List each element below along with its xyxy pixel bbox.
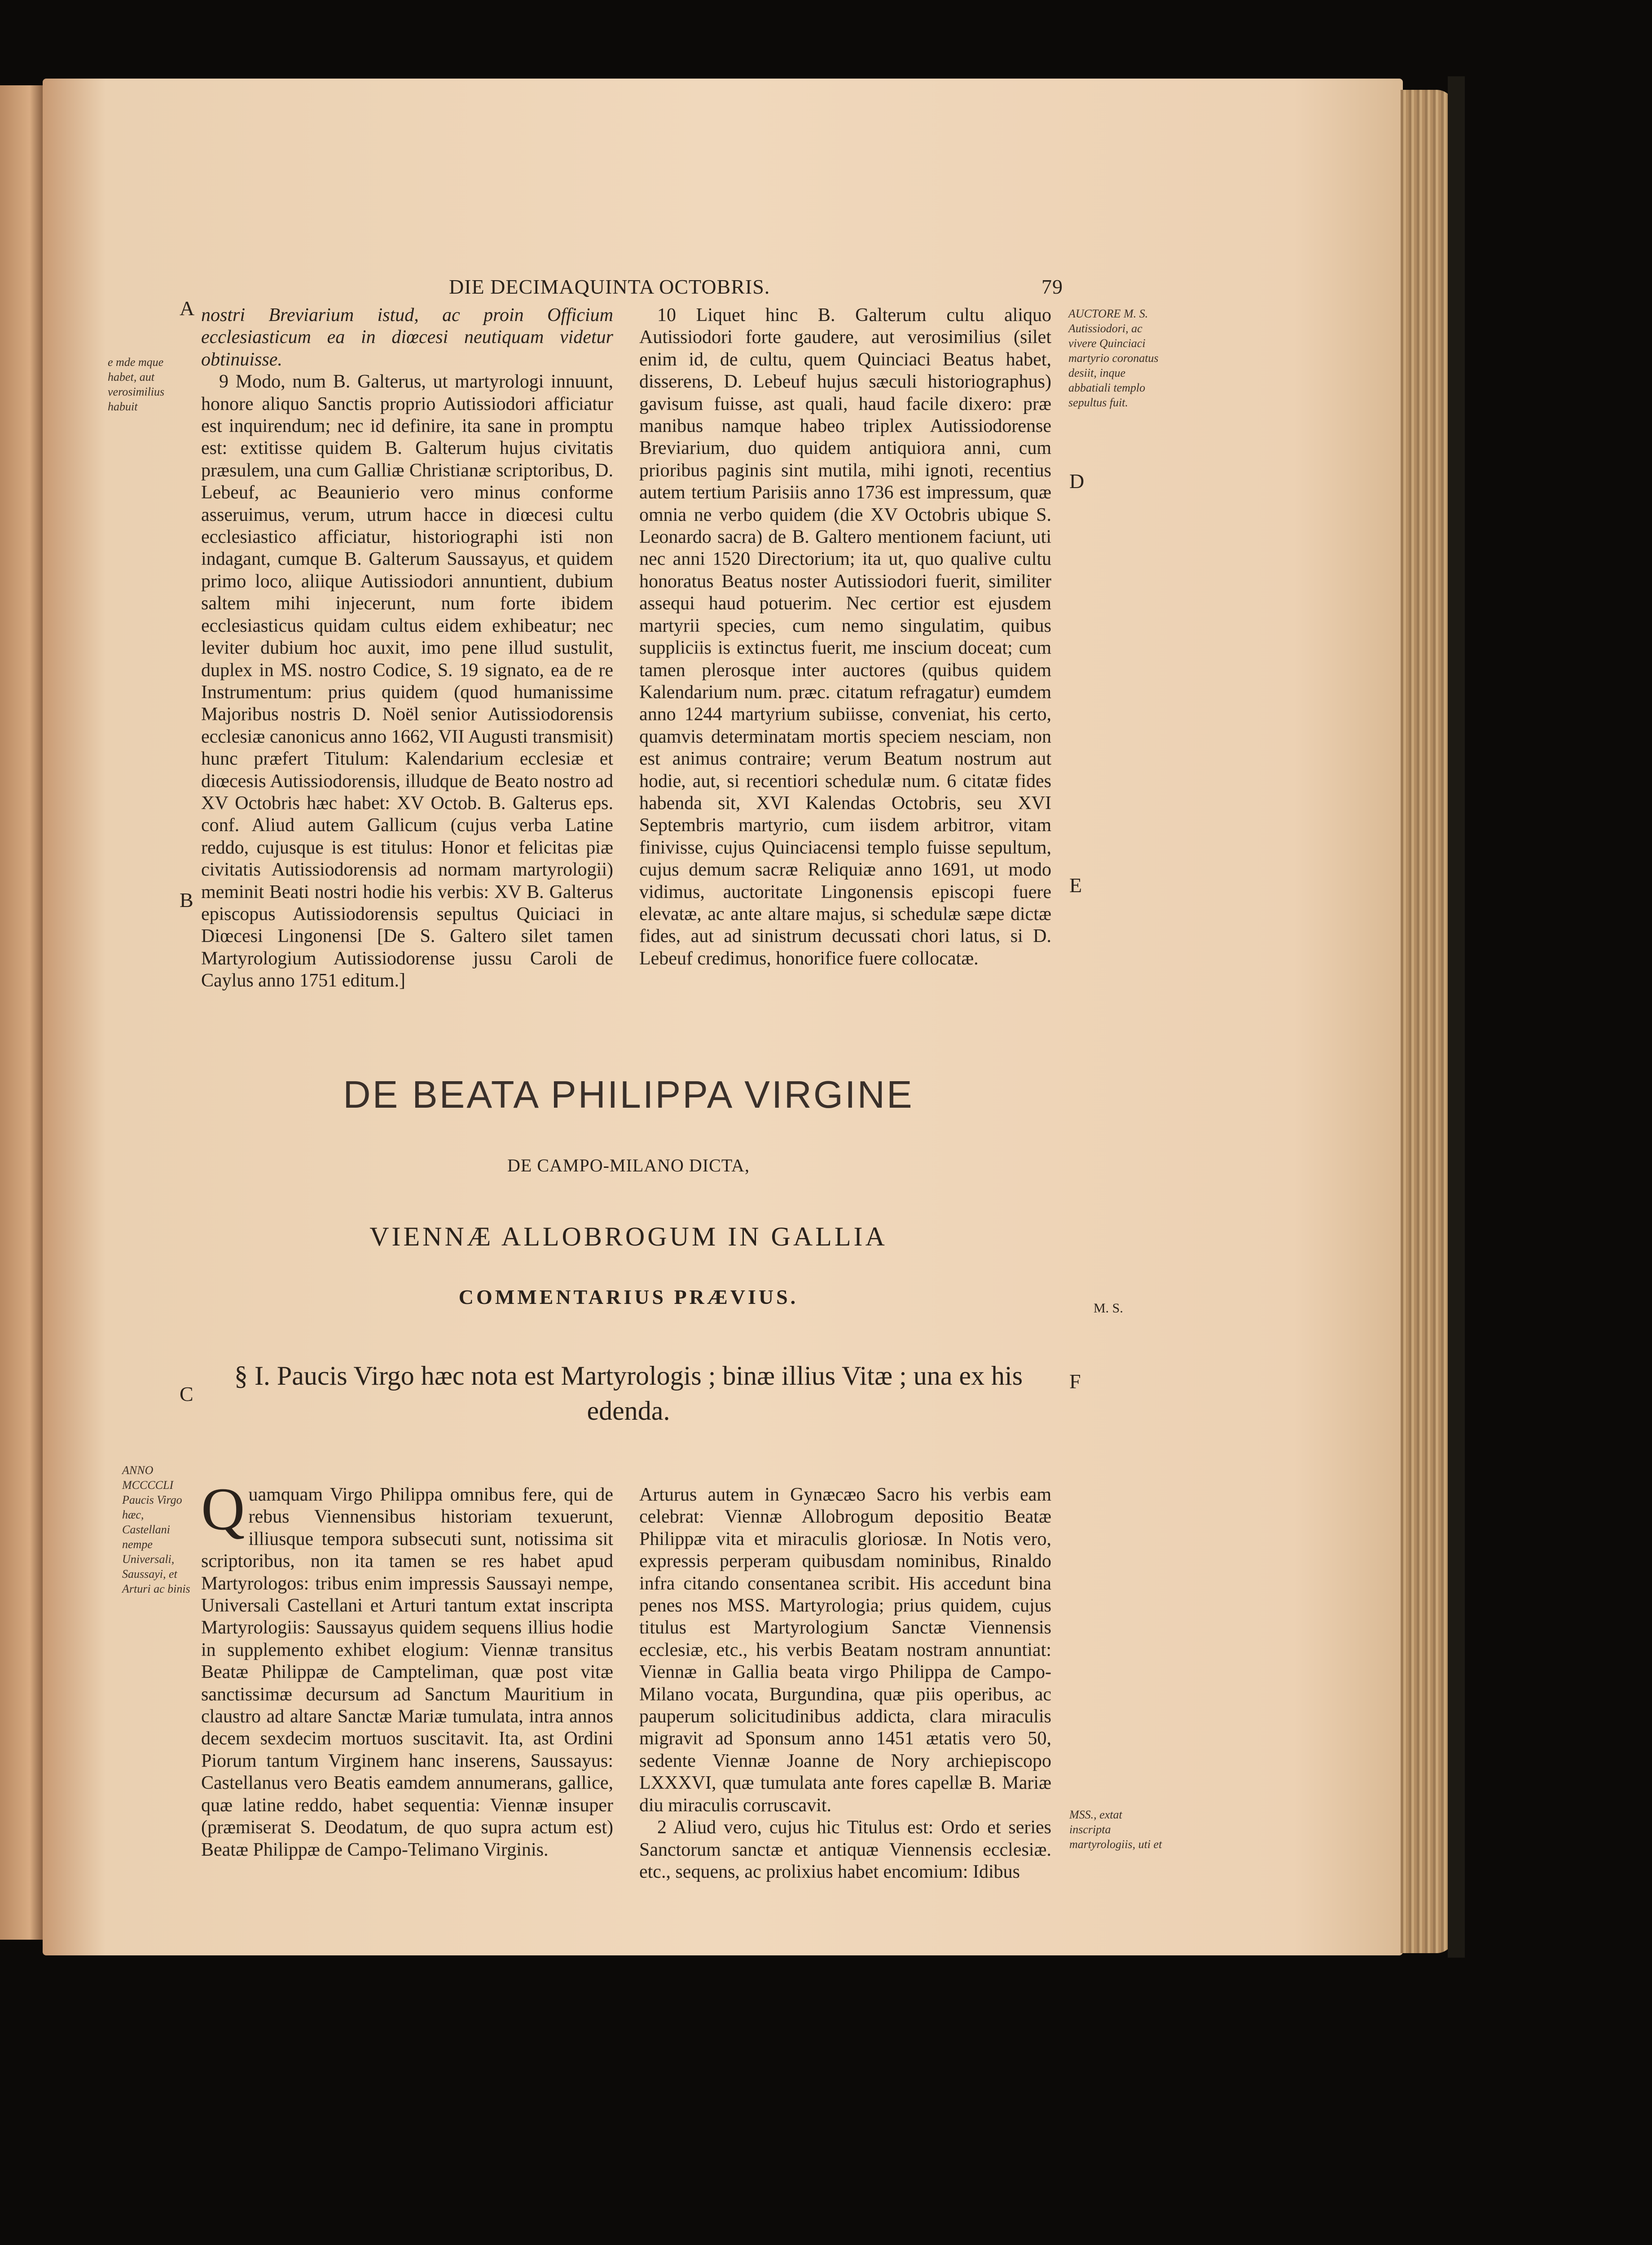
margin-note-right-top: AUCTORE M. S. Autissiodori, ac vivere Quinciaci martyrio coronatus desiit, inque abbatiali templo sepultus fuit.	[1068, 307, 1159, 409]
margin-letter-e: E	[1069, 874, 1082, 897]
page-stack-edge	[1401, 90, 1454, 1953]
section-title: § I. Paucis Virgo hæc nota est Martyrologis ; binæ illius Vitæ ; una ex his edenda.	[234, 1361, 1023, 1426]
col2-para-1: 10 Liquet hinc B. Galterum cultu aliquo Autissiodori forte gaudere, aut verosimilius (silet enim id, de cultu, quem Quinciaci Beatus habet, disserens, D. Lebeuf hujus sæculi historiographus) gavisum fuisse, ast quali, haud facile dixero: præ manibus namque habeo triplex Autissiodorense Breviarium, duo quidem antiquiora anni, cum prioribus paginis sint mutila, mihi ignoti, recentius autem tertium Parisiis anno 1736 est impressum, quæ omnia ne verbo quidem (die XV Octobris ubique S. Leonardo sacra) de B. Galtero mentionem faciunt, uti nec anni 1520 Directorium; ita ut, quo qualive cultu honoratus Beatus noster Autissiodori fuerit, similiter assequi haud potuerim. Nec certior est ejusdem martyrii species, cum nemo singulatim, quibus suppliciis is extinctus fuerit, me inscium doceat; cum tamen plerosque inter auctores (quibus quidem Kalendarium num. præc. citatum refragatur) eumdem anno 1244 martyrium subiisse, conveniat, his certo, quamvis determinatam mortis speciem nesciam, non est animus contraire; verum Beatum nostrum aut hodie, aut, si recentiori schedulæ num. 6 citatæ fides habenda sit, XVI Kalendas Octobris, seu XVI Septembris martyrio, cum iisdem arbitror, vitam finivisse, cujus Quinciacensi templo fuisse sepultum, cujus demum sacræ Reliquiæ anno 1691, ut modo vidimus, auctoritate Lingonensis episcopi fuere elevatæ, ac ante altare majus, si schedulæ sæpe dictæ fides, aut ad sinistrum decussati chori latus, si D. Lebeuf credimus, honorifice fuere collocatæ.	[639, 305, 1051, 969]
margin-letter-c: C	[180, 1382, 193, 1405]
facing-page-edge	[0, 85, 43, 1940]
col3-para-1: uamquam Virgo Philippa omnibus fere, qui de rebus Viennensibus historiam texuerunt, illiusque tempora subsecuti sunt, notissima sit scriptoribus, non ita tamen se res habet apud Martyrologos: tribus enim impressis Saussayi nempe, Universali Castellani et Arturi tantum extat inscripta Martyrologiis: Saussayus quidem sequens illius hodie in supplemento exhibet elogium: Viennæ transitus Beatæ Philippæ de Campteliman, quæ post vitæ sanctissimæ decursum ad Sanctum Mauritium in claustro ad altare Sanctæ Mariæ tumulata, intra annos decem sexdecim mortuos suscitavit. Ita, ast Ordini Piorum tantum Virginem hanc inserens, Saussayus: Castellanus vero Beatis eamdem annumerans, gallice, quæ latine reddo, habet sequentia: Viennæ insuper (præmiserat S. Deodatum, de quo supra actum est) Beatæ Philippæ de Campo-Telimano Virginis.	[201, 1484, 613, 1860]
margin-letter-d: D	[1069, 470, 1085, 493]
running-title: DIE DECIMAQUINTA OCTOBRIS.	[449, 275, 770, 298]
article-subtitle-2: VIENNÆ ALLOBROGUM IN GALLIA	[369, 1222, 888, 1251]
margin-letter-f: F	[1069, 1370, 1081, 1393]
article-subtitle-1: DE CAMPO-MILANO DICTA,	[507, 1155, 750, 1175]
margin-note-right-bottom: MSS., extat inscripta martyrologiis, uti et	[1069, 1808, 1162, 1851]
col4-para-1: Arturus autem in Gynæcæo Sacro his verbis eam celebrat: Viennæ Allobrogum depositio Beatæ Philippæ vita et miraculis gloriosæ. In Notis vero, expressis perperam quibusdam nominibus, Rinaldo infra citando consentanea scribit. His accedunt bina penes nos MSS. Martyrologia; prius quidem, cujus titulus est Martyrologium Sanctæ Viennensis ecclesiæ, etc., his verbis Beatam nostram annuntiat: Viennæ in Gallia beata virgo Philippa de Campo-Milano vocata, Burgundina, quæ piis operibus, ac pauperum solicitudinibus addicta, clara miraculis migravit ad Sponsum anno 1451 ætatis vero 50, sedente Viennæ Joanne de Nory archiepiscopo LXXXVI, quæ tumulata ante fores capellæ B. Mariæ diu miraculis corruscavit.	[639, 1484, 1051, 1816]
ms-tag: M. S.	[1094, 1301, 1123, 1316]
col1-para-1: nostri Breviarium istud, ac proin Officium ecclesiasticum ea in diœcesi neutiquam videtur obtinuisse.	[201, 305, 613, 370]
column-2-text	[639, 304, 1051, 970]
book-cover-edge	[1448, 76, 1465, 1958]
column-4-text	[639, 1484, 1051, 1883]
margin-letter-a: A	[180, 297, 195, 320]
col4-para-2: 2 Aliud vero, cujus hic Titulus est: Ordo et series Sanctorum sanctæ et antiquæ Viennensis ecclesiæ. etc., sequens, ac prolixius habet encomium: Idibus	[639, 1817, 1051, 1882]
column-1-text	[201, 304, 613, 992]
page-number: 79	[1041, 275, 1063, 298]
drop-cap: Q	[201, 1476, 245, 1543]
margin-letter-b: B	[180, 889, 193, 911]
column-3-text	[201, 1476, 613, 1861]
commentary-heading: COMMENTARIUS PRÆVIUS.	[458, 1285, 799, 1308]
article-title: DE BEATA PHILIPPA VIRGINE	[343, 1074, 914, 1116]
margin-note-left-bottom: ANNO MCCCCLI Paucis Virgo hæc, Castellani nempe Universali, Saussayi, et Arturi ac binis	[122, 1464, 190, 1595]
margin-note-left-top: e mde mque habet, aut verosimilius habuit	[108, 356, 165, 413]
col1-para-2: 9 Modo, num B. Galterus, ut martyrologi innuunt, honore aliquo Sanctis proprio Autissiodori afficiatur est inquirendum; nec id definire, ita sane in promptu est: extitisse quidem B. Galterum hujus civitatis præsulem, una cum Galliæ Christianæ scriptoribus, D. Lebeuf, ac Beaunierio vero minus conforme asseruimus, verum, utrum hacce in diœcesi cultu ecclesiastico afficiatur, historiographi isti non indagant, cumque B. Galterum Saussayus, et quidem primo loco, aliique Autissiodori annuntient, dubium saltem mihi injecerunt, num forte ibidem ecclesiasticus quidam cultus eidem exhibeatur; nec leviter dubium hoc auxit, imo pene illud sustulit, duplex in MS. nostro Codice, S. 19 signato, ea de re Instrumentum: prius quidem (quod humanissime Majoribus nostris D. Noël senior Autissiodorensis ecclesiæ canonicus anno 1662, VII Augusti transmisit) hunc præfert Titulum: Kalendarium ecclesiæ et diœcesis Autissiodorensis, illudque de Beato nostro ad XV Octobris hæc habet: XV Octob. B. Galterus eps. conf. Aliud autem Gallicum (cujus verba Latine reddo, cujusque is est titulus: Honor et felicitas piæ civitatis Autissiodorensis ad normam martyrologii) meminit Beati nostri hodie his verbis: XV B. Galterus episcopus Autissiodorensis sepultus Quiciaci in Diœcesi Lingonensi [De S. Galtero silet tamen Martyrologium Autissiodorense jussu Caroli de Caylus anno 1751 editum.]	[201, 371, 613, 991]
